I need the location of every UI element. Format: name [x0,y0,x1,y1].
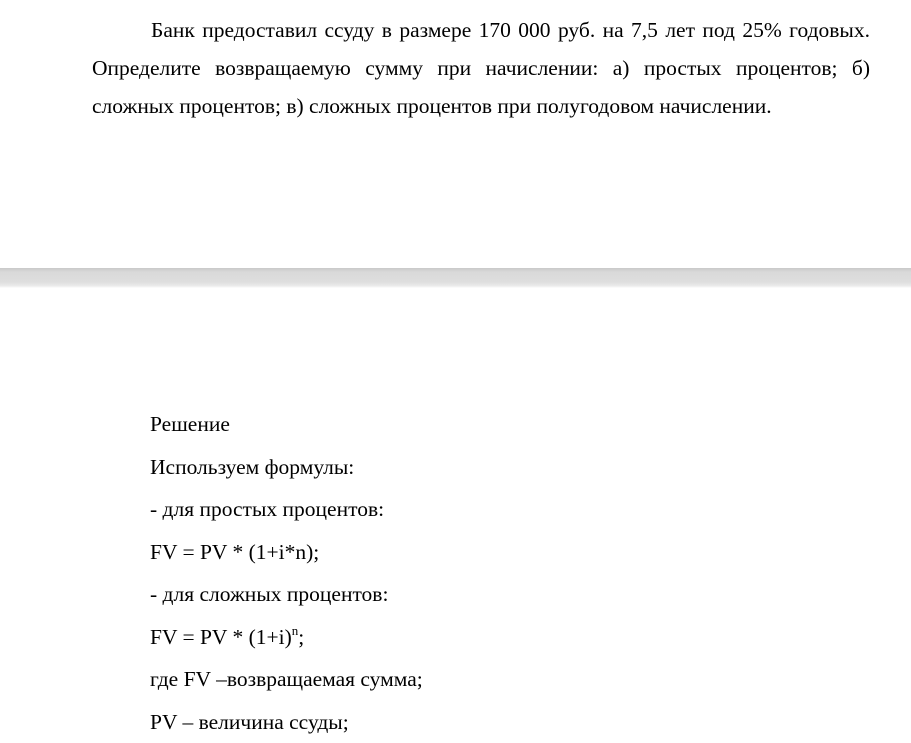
simple-interest-formula: FV = PV * (1+i*n); [150,531,870,574]
compound-interest-formula [150,616,870,659]
compound-formula-end: ; [298,625,304,649]
page-separator [0,268,911,288]
definition-fv: где FV –возвращаемая сумма; [150,658,870,701]
solution-heading: Решение [150,403,870,446]
task-statement: Банк предоставил ссуду в размере 170 000 руб. на 7,5 лет под 25% годовых. Определите возвращаемую сумму при начислении: а) простых процентов; б) сложных процентов; в) сложных процентов при полугодовом начислении. [92,11,870,125]
compound-interest-label: - для сложных процентов: [150,573,870,616]
solution-block [150,403,870,743]
formulas-intro: Используем формулы: [150,446,870,489]
compound-formula-base: FV = PV * (1+i) [150,625,292,649]
simple-interest-label: - для простых процентов: [150,488,870,531]
document-page-upper [0,0,911,268]
definition-pv: PV – величина ссуды; [150,701,870,743]
compound-formula-exponent: n [292,623,299,638]
